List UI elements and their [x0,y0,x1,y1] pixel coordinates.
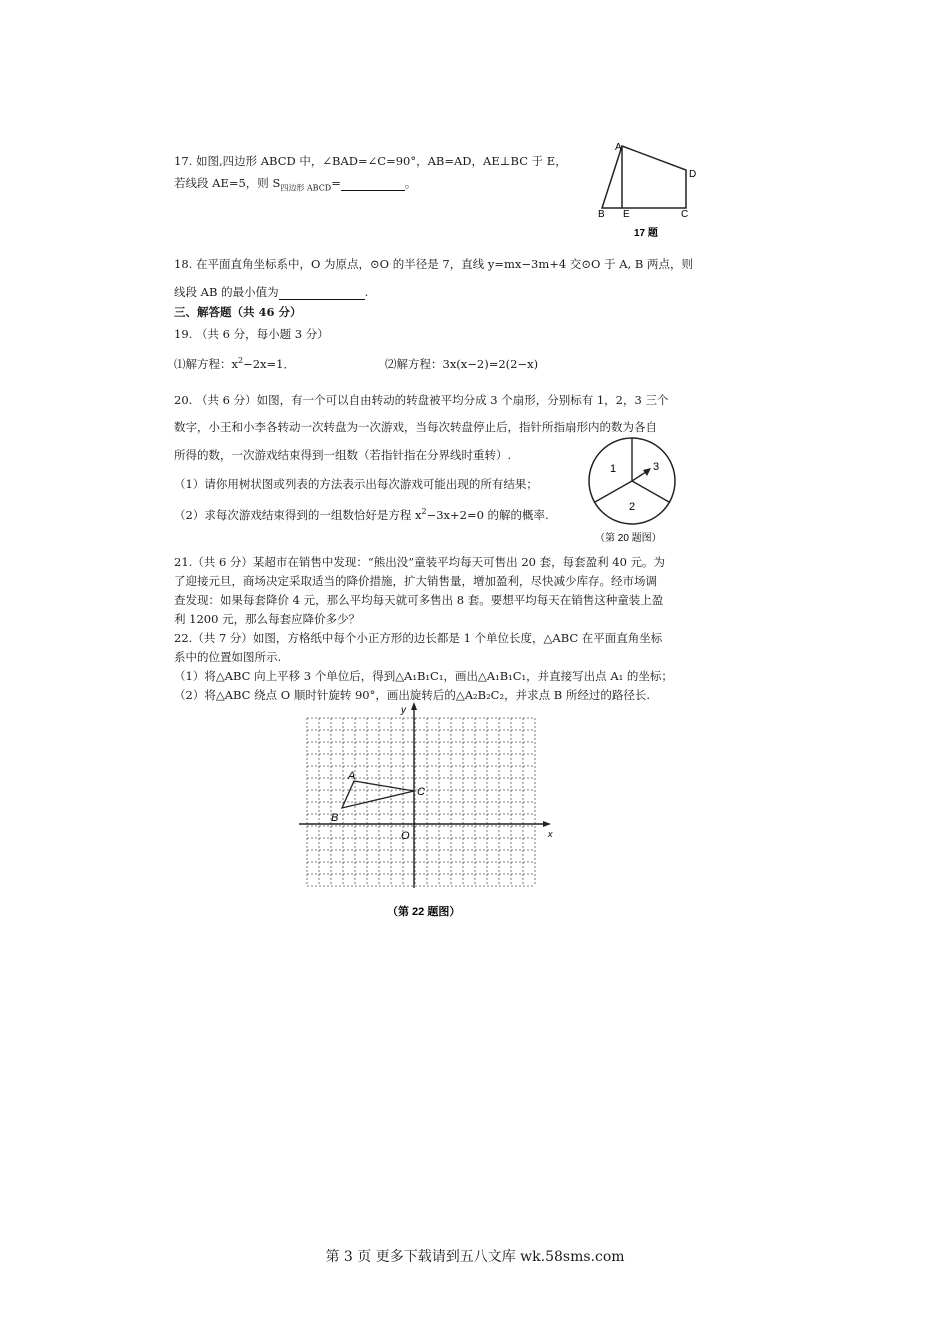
q20-line3: 所得的数，一次游戏结束得到一组数（若指针指在分界线时重转）. [174,448,512,462]
q21-line1: 21.（共 6 分）某超市在销售中发现：“熊出没”童装平均每天可售出 20 套，每套盈利 40 元。为 [174,555,666,569]
q21-line4: 利 1200 元，那么每套应降价多少？ [174,612,361,626]
section3-heading: 三、解答题（共 46 分） [174,305,302,319]
q17-line2-end: 。 [404,176,417,190]
label-o: O [401,830,410,842]
sector-label-3: 3 [653,461,660,473]
q19-part1-suffix: −2x=1． [243,357,295,371]
q22-figure-caption: （第 22 题图） [387,906,461,918]
q17-line2-suffix: = [331,176,341,190]
spinner-divider-left [595,481,632,502]
q19-part2: ⑵解方程：3x(x−2)=2(2−x) [385,357,539,371]
q19-part1-exponent: 2 [238,356,244,366]
spinner-pointer-arrowhead [643,468,651,476]
label-d: D [689,169,697,180]
label-c: C [417,786,425,798]
q20-part2-exponent: 2 [421,507,427,517]
q18-line2 [174,285,368,300]
q22-line1: 22.（共 7 分）如图，方格纸中每个小正方形的边长都是 1 个单位长度，△ABC 在平面直角坐标 [174,631,663,645]
q22-grid-figure [295,702,560,924]
q17-line2 [174,176,416,191]
q17-line2-prefix: 若线段 AE=5，则 S [174,176,281,190]
q18-line2-prefix: 线段 AB 的最小值为 [174,285,279,299]
q20-part2 [174,508,549,523]
q22-line2: 系中的位置如图所示. [174,650,282,664]
q20-line1: 20. （共 6 分）如图，有一个可以自由转动的转盘被平均分成 3 个扇形，分别标有 1，2，3 三个 [174,393,669,407]
grid-lines [307,718,535,886]
q19-part1 [174,357,295,372]
label-a: A [348,770,356,782]
quadrilateral-abcd [602,146,686,208]
x-axis-label: x [548,829,553,839]
q20-part2-prefix: （2）求每次游戏结束得到的一组数恰好是方程 x [174,508,422,522]
q17-answer-blank [341,178,405,191]
sector-label-1: 1 [610,463,617,475]
page-footer: 第 3 页 更多下载请到五八文库 wk.58sms.com [325,1249,625,1265]
sector-label-2: 2 [629,501,636,513]
y-axis-arrow [411,702,417,710]
label-e: E [623,209,630,220]
q20-spinner-figure [585,434,695,546]
label-b: B [331,812,339,824]
q17-figure-caption: 17 题 [634,228,658,239]
y-axis-label: y [401,705,406,716]
q18-line2-suffix: . [364,285,369,299]
q17-line1: 17. 如图,四边形 ABCD 中，∠BAD=∠C=90°，AB=AD，AE⊥BC 于 E， [174,154,567,168]
q22-part1: （1）将△ABC 向上平移 3 个单位后，得到△A₁B₁C₁，画出△A₁B₁C₁，并直接写出点 A₁ 的坐标； [174,669,673,683]
q21-line3: 查发现：如果每套降价 4 元，那么平均每天就可多售出 8 套。要想平均每天在销售这种童装上盈 [174,593,664,607]
q22-part2: （2）将△ABC 绕点 O 顺时针旋转 90°，画出旋转后的△A₂B₂C₂，并求点 B 所经过的路径长. [174,688,651,702]
q17-area-subscript: 四边形 ABCD [280,183,332,193]
q18-answer-blank [279,287,365,300]
q20-line2: 数字，小王和小李各转动一次转盘为一次游戏，当每次转盘停止后，指针所指扇形内的数为各自 [174,420,657,434]
x-axis-arrow [543,821,551,827]
q20-part1: （1）请你用树状图或列表的方法表示出每次游戏可能出现的所有结果； [174,477,538,491]
q18-line1: 18. 在平面直角坐标系中，O 为原点，⊙O 的半径是 7，直线 y=mx−3m+4 交⊙O 于 A, B 两点，则 [174,257,693,271]
q19-part1-prefix: ⑴解方程：x [174,357,238,371]
q17-quadrilateral-figure [590,138,710,246]
q20-figure-caption: （第 20 题图） [595,533,662,544]
q19-line1: 19. （共 6 分，每小题 3 分） [174,327,329,341]
label-a: A [615,142,622,153]
q20-part2-suffix: −3x+2=0 的解的概率. [426,508,549,522]
q21-line2: 了迎接元旦，商场决定采取适当的降价措施，扩大销售量，增加盈利，尽快减少库存。经市场调 [174,574,657,588]
label-c: C [681,209,689,220]
spinner-divider-right [632,481,669,502]
label-b: B [598,209,605,220]
